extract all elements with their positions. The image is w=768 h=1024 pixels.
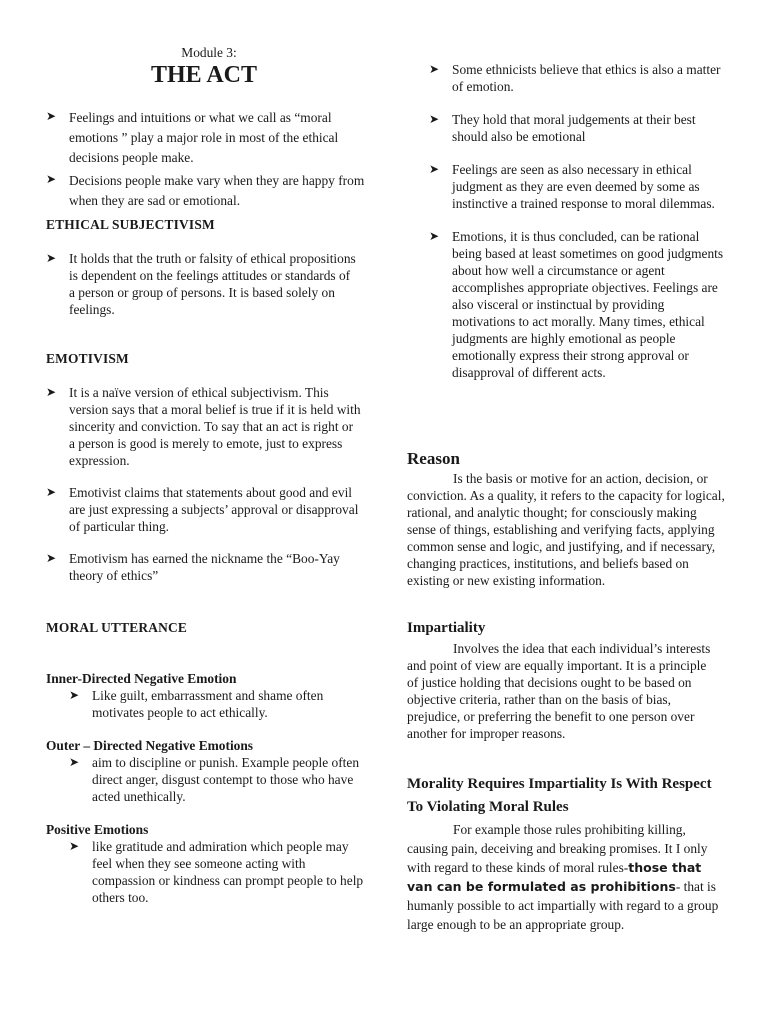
list-item xyxy=(46,484,362,535)
list-item xyxy=(429,161,729,212)
bullet-text: It is a naïve version of ethical subjectivism. This version says that a moral belief is true if it is held with sincerity and conviction. To say that an act is right or a person is good is merely to emote, just to express expression. xyxy=(69,385,361,468)
arrowhead-bullet-icon: ➤ xyxy=(46,172,57,186)
bullet-text: Some ethnicists believe that ethics is also a matter of emotion. xyxy=(452,62,721,94)
impartiality-paragraph: Involves the idea that each individual’s interests and point of view are equally important. It is a principle of justice holding that decisions ought to be based on objective criteria, rather than on the basis of bias, prejudice, or preferring the benefit to one person over another for improper reasons. xyxy=(407,641,711,741)
arrowhead-bullet-icon: ➤ xyxy=(429,62,440,76)
arrowhead-bullet-icon: ➤ xyxy=(46,251,57,265)
list-item xyxy=(429,111,729,145)
outer-directed-bullet xyxy=(69,754,369,805)
section-heading-morality: Morality Requires Impartiality Is With Respect To Violating Moral Rules xyxy=(407,776,712,815)
list-item xyxy=(46,384,362,469)
list-item xyxy=(69,838,369,906)
arrowhead-bullet-icon: ➤ xyxy=(69,688,80,702)
intro-bullets xyxy=(46,108,372,211)
arrowhead-bullet-icon: ➤ xyxy=(46,385,57,399)
right-bullets xyxy=(429,61,729,381)
section-heading-moral-utterance: MORAL UTTERANCE xyxy=(46,620,188,635)
arrowhead-bullet-icon: ➤ xyxy=(69,755,80,769)
arrowhead-bullet-icon: ➤ xyxy=(46,485,57,499)
list-item xyxy=(46,550,362,584)
bullet-text: Like guilt, embarrassment and shame often motivates people to act ethically. xyxy=(92,688,324,720)
positive-emotions-bullet xyxy=(69,838,369,906)
morality-text-bold: those that van can be formulated as prohibitions xyxy=(407,860,702,894)
section-heading-emotivism: EMOTIVISM xyxy=(46,351,129,366)
bullet-text: Decisions people make vary when they are happy from when they are sad or emotional. xyxy=(69,173,365,208)
bullet-text: Feelings are seen as also necessary in ethical judgment as they are even deemed by some as instinctive a trained response to moral dilemmas. xyxy=(452,162,715,211)
list-item xyxy=(46,250,358,318)
subheading-positive-emotions: Positive Emotions xyxy=(46,822,149,837)
section-heading-subjectivism: ETHICAL SUBJECTIVISM xyxy=(46,217,215,232)
bullet-text: It holds that the truth or falsity of ethical propositions is dependent on the feelings attitudes or standards of a person or group of persons. It is based solely on feelings. xyxy=(69,251,356,317)
emotivism-bullets xyxy=(46,384,362,584)
bullet-text: like gratitude and admiration which people may feel when they see someone acting with compassion or kindness can prompt people to help others too. xyxy=(92,839,364,905)
morality-text-before: For example those rules prohibiting killing, causing pain, deceiving and breaking promises. It I only with regard to these kinds of moral rules- xyxy=(407,822,708,875)
bullet-text: Emotivism has earned the nickname the “Boo-Yay theory of ethics” xyxy=(69,551,340,583)
list-item xyxy=(429,228,729,381)
bullet-text: Emotivist claims that statements about good and evil are just expressing a subjects’ approval or disapproval of particular thing. xyxy=(69,485,359,534)
subheading-inner-directed: Inner-Directed Negative Emotion xyxy=(46,671,237,686)
bullet-text: They hold that moral judgements at their best should also be emotional xyxy=(452,112,696,144)
reason-paragraph: Is the basis or motive for an action, decision, or conviction. As a quality, it refers to the capacity for logical, rational, and analytic thought; for consciously making sense of things, establishing and verifying facts, applying common sense and logic, and justifying, and if necessary, changing practices, institutions, and beliefs based on existing or new existing information. xyxy=(407,471,725,588)
arrowhead-bullet-icon: ➤ xyxy=(429,162,440,176)
section-heading-reason: Reason xyxy=(407,449,460,468)
morality-paragraph xyxy=(407,820,725,934)
list-item xyxy=(69,687,369,721)
bullet-text: aim to discipline or punish. Example people often direct anger, disgust contempt to those who have acted unethically. xyxy=(92,755,360,804)
arrowhead-bullet-icon: ➤ xyxy=(46,109,57,123)
arrowhead-bullet-icon: ➤ xyxy=(429,229,440,243)
module-label: Module 3: xyxy=(181,45,237,60)
list-item xyxy=(429,61,729,95)
inner-directed-bullet xyxy=(69,687,369,721)
bullet-text: Emotions, it is thus concluded, can be rational being based at least sometimes on good judgments about how well a circumstance or agent accomplishes appropriate objectives. Feelings are also visceral or instinctual by providing motivations to act morally. Many times, ethical judgments are highly emotional as people emotionally express their strong approval or disapproval of different acts. xyxy=(452,229,724,380)
arrowhead-bullet-icon: ➤ xyxy=(69,839,80,853)
section-heading-impartiality: Impartiality xyxy=(407,620,486,636)
arrowhead-bullet-icon: ➤ xyxy=(46,551,57,565)
list-item xyxy=(46,108,372,168)
morality-text-after: - that is humanly possible to act impartially with regard to a group large enough to be an appropriate group. xyxy=(407,879,719,932)
subjectivism-bullets xyxy=(46,250,358,318)
list-item xyxy=(69,754,369,805)
list-item xyxy=(46,171,372,211)
bullet-text: Feelings and intuitions or what we call as “moral emotions ” play a major role in most of the ethical decisions people make. xyxy=(69,110,339,165)
subheading-outer-directed: Outer – Directed Negative Emotions xyxy=(46,738,254,753)
page-title: THE ACT xyxy=(150,62,258,88)
arrowhead-bullet-icon: ➤ xyxy=(429,112,440,126)
